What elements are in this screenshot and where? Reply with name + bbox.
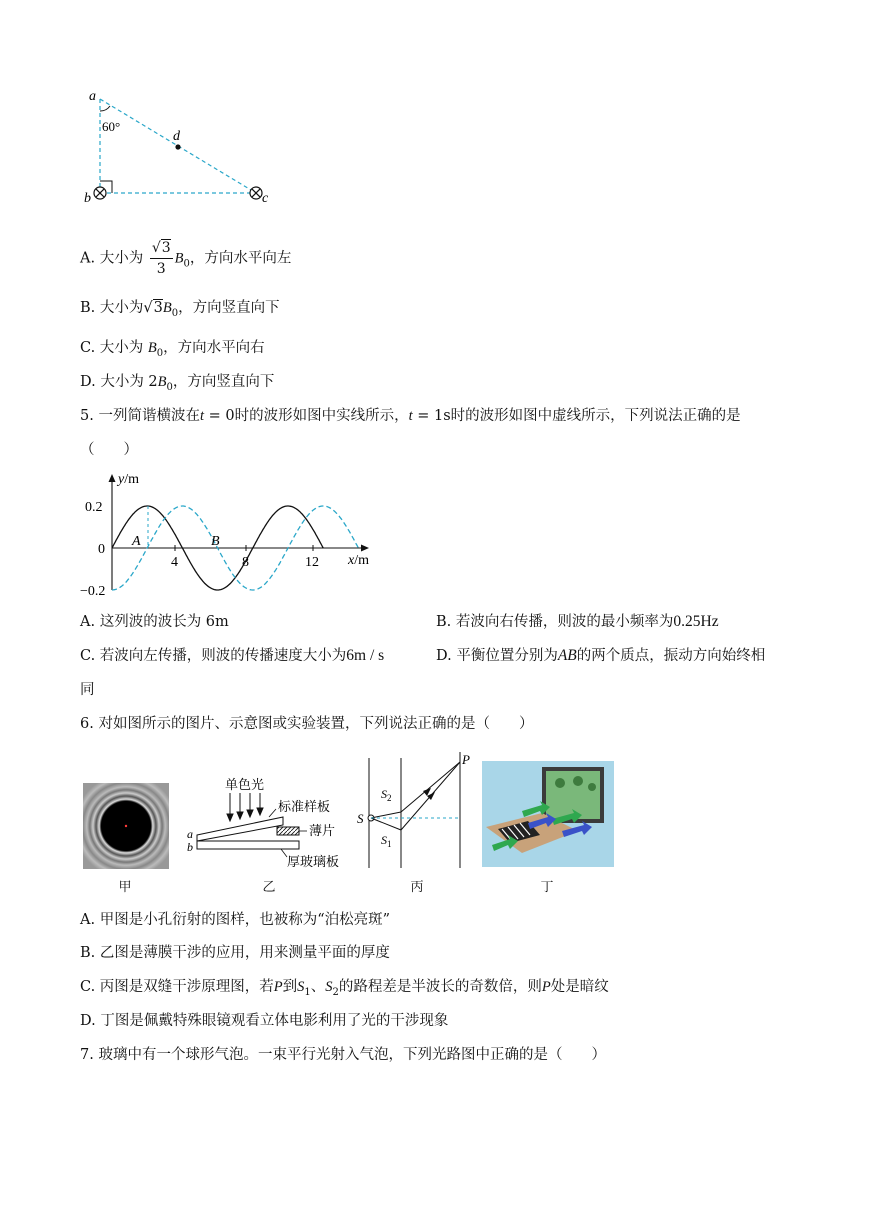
label-b: b [84,191,91,206]
x-axis-label: x/m [348,553,369,568]
caption-bing: 丙 [410,880,424,895]
thin-sheet [277,827,299,835]
q4-option-c[interactable]: C. 大小为 $B_0$，方向水平向右 [80,340,265,359]
q5-option-d-continued: 同 [80,682,95,698]
label-a: a [89,89,96,104]
fraction-root3-over-3: $\frac{√3}{3}$ [151,240,171,277]
label-thick-glass: 厚玻璃板 [287,854,340,869]
label-a-small: a [187,827,193,841]
q6-option-a[interactable]: A. 甲图是小孔衍射的图样，也被称为“泊松亮斑” [80,912,391,928]
q6-option-d[interactable]: D. 丁图是佩戴特殊眼镜观看立体电影利用了光的干涉现象 [80,1013,449,1029]
q4-option-d[interactable]: D. 大小为 $2B_0$，方向竖直向下 [80,374,275,393]
y-tick-zero: 0 [98,542,105,557]
q6-option-c[interactable]: C. 丙图是双缝干涉原理图，若P到$S_1$、$S_2$的路程差是半波长的奇数倍，则P处是暗纹 [80,979,609,998]
point-d [175,144,180,149]
label-s: S [357,811,364,826]
point-a-label: A [132,534,141,549]
light-arrows [227,793,263,821]
q4-option-b[interactable]: B. 大小为$√3B_0$，方向竖直向下 [80,300,280,319]
center-dot [125,825,127,827]
ray-s2-p [401,762,460,812]
caption-yi: 乙 [262,880,276,895]
y-tick-bottom: −0.2 [80,584,106,599]
label-standard-plate: 标准样板 [278,799,331,814]
x-axis-arrow-icon [361,545,369,552]
label-p: P [462,752,470,767]
label-c: c [262,191,269,206]
q5-option-b[interactable]: B. 若波向右传播，则波的最小频率为0.25Hz [436,613,719,630]
thin-film-diagram [183,775,363,875]
q7-stem: 7. 玻璃中有一个球形气泡。一束平行光射入气泡，下列光路图中正确的是（ ） [80,1047,606,1063]
poisson-spot-image [83,783,169,869]
angle-arc [100,106,110,111]
label-monochromatic-light: 单色光 [225,777,265,792]
q5-option-c[interactable]: C. 若波向左传播，则波的传播速度大小为6m / s [80,647,385,664]
x-tick-label-4: 4 [171,555,178,570]
label-angle: 60° [102,119,121,134]
q4-option-a[interactable]: A. 大小为 $\frac{√3}{3}$ $B_0$，方向水平向左 [80,240,292,277]
standard-plate [197,817,283,841]
q6-stem: 6. 对如图所示的图片、示意图或实验装置，下列说法正确的是（ ） [80,716,534,732]
q5-option-a[interactable]: A. 这列波的波长为 6m [80,614,229,630]
double-slit-diagram [355,750,470,870]
wire-b-into-page-icon [94,187,106,199]
label-d: d [173,129,180,144]
y-tick-top: 0.2 [85,500,103,515]
caption-ding: 丁 [540,880,554,895]
q5-stem: 5. 一列简谐横波在t = 0时的波形如图中实线所示，t = 1s时的波形如图中虚线所示，下列说法正确的是 [80,408,741,424]
y-axis-arrow-icon [109,474,116,482]
caption-jia: 甲 [118,880,132,895]
3d-glasses-picture [482,761,614,867]
q5-option-d[interactable]: D. 平衡位置分别为AB的两个质点，振动方向始终相 [436,647,766,664]
triangle-figure [80,85,280,210]
label-s1: $S_1$ [381,833,392,849]
q6-option-b[interactable]: B. 乙图是薄膜干涉的应用，用来测量平面的厚度 [80,945,390,961]
label-thin-sheet: 薄片 [309,823,336,838]
x-tick-label-12: 12 [305,555,319,570]
q5-paren: （ ） [80,442,138,458]
thick-glass-plate [197,841,299,849]
y-axis-label: y/m [118,472,139,487]
x-tick-label-8: 8 [242,555,249,570]
label-b-small: b [187,840,193,854]
point-b-label: B [211,534,220,549]
screen-image [546,771,600,819]
wire-c-into-page-icon [250,187,262,199]
wave-graph [80,465,380,600]
label-s2: $S_2$ [381,787,392,803]
